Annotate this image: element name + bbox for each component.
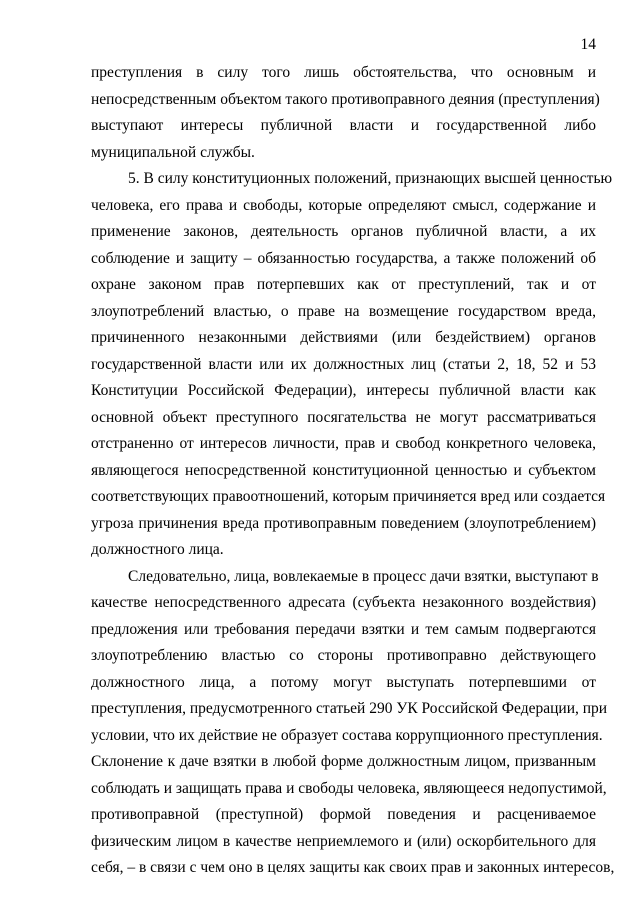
paragraph-line: злоупотреблений властью, о праве на возмещение государством вреда, bbox=[91, 302, 596, 320]
paragraph-line: преступления в силу того лишь обстоятельства, что основным и bbox=[91, 64, 596, 81]
paragraph-line: угроза причинения вреда противоправным поведением (злоупотреблением) bbox=[91, 514, 596, 532]
paragraph-line: условии, что их действие не образует состава коррупционного преступления. bbox=[91, 726, 603, 744]
paragraph-line: основной объект преступного посягательства не могут рассматриваться bbox=[91, 408, 596, 426]
paragraph-line: противоправной (преступной) формой поведения и расцениваемое bbox=[91, 806, 596, 823]
paragraph-line: соблюдение и защиту – обязанностью государства, а также положений об bbox=[91, 249, 596, 267]
paragraph-line: должностного лица, а потому могут выступать потерпевшими от bbox=[91, 673, 596, 691]
paragraph bbox=[91, 166, 613, 564]
paragraph-line: качестве непосредственного адресата (субъекта незаконного воздействия) bbox=[91, 594, 596, 611]
paragraph-line: применение законов, деятельность органов публичной власти, а их bbox=[91, 223, 596, 240]
paragraph-line: человека, его права и свободы, которые определяют смысл, содержание и bbox=[91, 196, 596, 214]
paragraph bbox=[91, 564, 615, 882]
paragraph-line: соответствующих правоотношений, которым причиняется вред или создается bbox=[91, 488, 606, 505]
paragraph-line: предложения или требования передачи взятки и тем самым подвергаются bbox=[91, 620, 596, 638]
page-number: 14 bbox=[580, 36, 596, 53]
paragraph-line: соблюдать и защищать права и свободы человека, являющееся недопустимой, bbox=[91, 779, 607, 797]
paragraph-line: преступления, предусмотренного статьей 290 УК Российской Федерации, при bbox=[91, 700, 608, 717]
paragraph-line: Склонение к даче взятки в любой форме должностным лицом, призванным bbox=[91, 753, 596, 770]
paragraph-line: должностного лица. bbox=[91, 541, 224, 558]
paragraph-line: Конституции Российской Федерации), интересы публичной власти как bbox=[91, 382, 596, 399]
paragraph-line: непосредственным объектом такого противоправного деяния (преступления) bbox=[91, 90, 600, 108]
paragraph-line: являющегося непосредственной конституционной ценностью и субъектом bbox=[91, 461, 596, 479]
paragraph-line: Следовательно, лица, вовлекаемые в процесс дачи взятки, выступают в bbox=[128, 567, 599, 585]
paragraph-line: себя, – в связи с чем оно в целях защиты как своих прав и законных интересов, bbox=[91, 859, 615, 876]
document-body bbox=[91, 60, 615, 882]
paragraph-line: физическим лицом в качестве неприемлемого и (или) оскорбительного для bbox=[91, 832, 596, 850]
paragraph bbox=[91, 60, 600, 166]
paragraph-line: государственной власти или их должностных лиц (статьи 2, 18, 52 и 53 bbox=[91, 355, 596, 373]
paragraph-line: 5. В силу конституционных положений, признающих высшей ценностью bbox=[128, 170, 613, 187]
paragraph-line: отстраненно от интересов личности, прав и свобод конкретного человека, bbox=[91, 435, 596, 452]
paragraph-line: злоупотреблению властью со стороны противоправно действующего bbox=[91, 647, 596, 664]
paragraph-line: выступают интересы публичной власти и государственной либо bbox=[91, 117, 596, 134]
paragraph-line: охране законом прав потерпевших как от преступлений, так и от bbox=[91, 276, 596, 293]
paragraph-line: причиненного незаконными действиями (или бездействием) органов bbox=[91, 329, 596, 346]
paragraph-line: муниципальной службы. bbox=[91, 143, 255, 161]
